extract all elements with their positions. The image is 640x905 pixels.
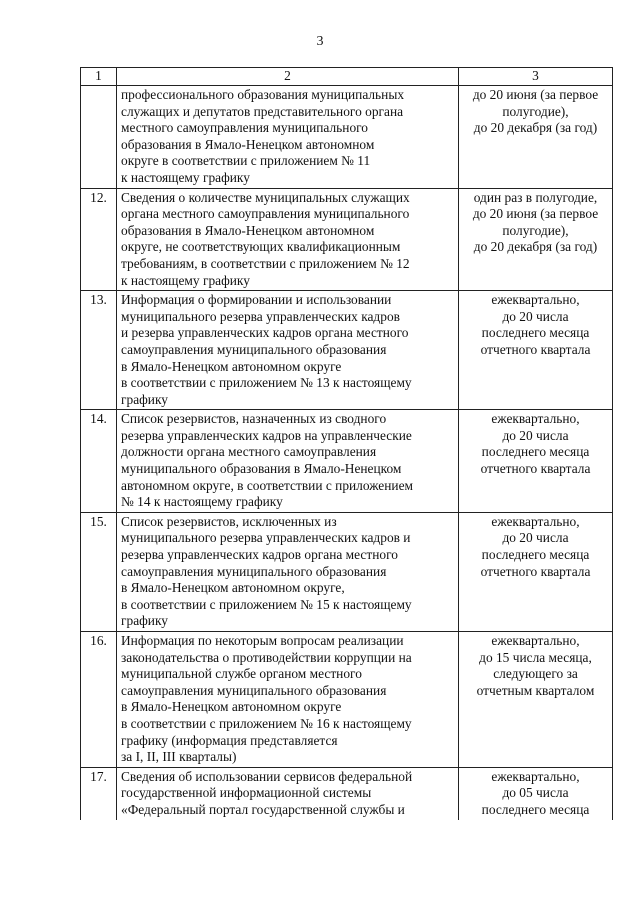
description-line: автономном округе, в соответствии с приложением bbox=[121, 477, 413, 493]
row-deadline bbox=[459, 86, 613, 189]
description-line: образования в Ямало-Ненецком автономном bbox=[121, 222, 375, 238]
description-line: в Ямало-Ненецком автономном округе bbox=[121, 358, 342, 374]
description-line: Сведения о количестве муниципальных служащих bbox=[121, 189, 410, 205]
column-header-2: 2 bbox=[117, 68, 459, 86]
column-header-3: 3 bbox=[459, 68, 613, 86]
description-line: № 14 к настоящему графику bbox=[121, 494, 283, 510]
row-deadline bbox=[459, 632, 613, 768]
table-row bbox=[81, 767, 613, 819]
row-number: 17. bbox=[81, 767, 117, 819]
description-line: должности органа местного самоуправления bbox=[121, 444, 377, 460]
deadline-line: последнего месяца bbox=[481, 444, 590, 460]
row-number: 13. bbox=[81, 291, 117, 410]
deadline-line: до 05 числа bbox=[502, 785, 569, 801]
description-line: самоуправления муниципального образования bbox=[121, 563, 387, 579]
description-line: в Ямало-Ненецком автономном округе, bbox=[121, 580, 345, 596]
row-deadline bbox=[459, 512, 613, 631]
row-number bbox=[81, 86, 117, 189]
row-description bbox=[117, 632, 459, 768]
deadline-line: отчетного квартала bbox=[480, 461, 591, 477]
description-line: в соответствии с приложением № 15 к настоящему bbox=[121, 596, 412, 612]
table-row bbox=[81, 410, 613, 513]
table-row bbox=[81, 291, 613, 410]
description-line: Сведения об использовании сервисов федеральной bbox=[121, 768, 413, 784]
deadline-line: до 20 июня (за первое bbox=[472, 206, 599, 222]
deadline-line: последнего месяца bbox=[481, 801, 590, 817]
description-line: органа местного самоуправления муниципального bbox=[121, 206, 410, 222]
description-line: служащих и депутатов представительного органа bbox=[121, 103, 404, 119]
row-number: 12. bbox=[81, 188, 117, 291]
description-line: графику bbox=[121, 391, 168, 407]
description-line: округе, не соответствующих квалификационным bbox=[121, 239, 401, 255]
description-line: законодательства о противодействии коррупции на bbox=[121, 649, 412, 665]
description-line: требованиям, в соответствии с приложением № 12 bbox=[121, 255, 410, 271]
table-row bbox=[81, 632, 613, 768]
description-line: в соответствии с приложением № 16 к настоящему bbox=[121, 715, 412, 731]
page-number: 3 bbox=[316, 34, 324, 49]
description-line: Список резервистов, назначенных из сводного bbox=[121, 411, 387, 427]
description-line: государственной информационной системы bbox=[121, 785, 372, 801]
description-line: за I, II, III кварталы) bbox=[121, 749, 237, 765]
description-line: Информация по некоторым вопросам реализации bbox=[121, 633, 404, 648]
description-line: муниципального резерва управленческих кадров и bbox=[121, 530, 411, 546]
description-line: муниципального образования в Ямало-Ненецком bbox=[121, 461, 402, 477]
description-line: резерва управленческих кадров органа местного bbox=[121, 547, 398, 563]
deadline-line: до 15 числа месяца, bbox=[479, 649, 592, 665]
deadline-line: ежеквартально, bbox=[491, 633, 580, 648]
description-line: графику bbox=[121, 613, 168, 629]
description-line: Информация о формировании и использовании bbox=[121, 292, 392, 308]
description-line: в Ямало-Ненецком автономном округе bbox=[121, 699, 342, 715]
row-number: 14. bbox=[81, 410, 117, 513]
table-header-row bbox=[81, 68, 613, 86]
row-description bbox=[117, 767, 459, 819]
description-line: самоуправления муниципального образования bbox=[121, 341, 387, 357]
deadline-line: ежеквартально, bbox=[491, 292, 580, 308]
description-line: графику (информация представляется bbox=[121, 732, 338, 748]
description-line: образования в Ямало-Ненецком автономном bbox=[121, 136, 375, 152]
deadline-line: ежеквартально, bbox=[491, 411, 580, 427]
deadline-line: полугодие), bbox=[502, 103, 569, 119]
deadline-line: до 20 декабря (за год) bbox=[473, 120, 598, 136]
table-row bbox=[81, 512, 613, 631]
description-line: к настоящему графику bbox=[121, 272, 250, 288]
row-deadline bbox=[459, 767, 613, 819]
deadline-line: один раз в полугодие, bbox=[473, 189, 598, 205]
description-line: «Федеральный портал государственной службы и bbox=[121, 801, 405, 817]
description-line: к настоящему графику bbox=[121, 169, 250, 185]
deadline-line: последнего месяца bbox=[481, 325, 590, 341]
deadline-line: до 20 декабря (за год) bbox=[473, 239, 598, 255]
row-description bbox=[117, 512, 459, 631]
schedule-table bbox=[80, 67, 613, 820]
description-line: и резерва управленческих кадров органа местного bbox=[121, 325, 409, 341]
description-line: в соответствии с приложением № 13 к настоящему bbox=[121, 375, 412, 391]
deadline-line: ежеквартально, bbox=[491, 768, 580, 784]
row-number: 15. bbox=[81, 512, 117, 631]
description-line: Список резервистов, исключенных из bbox=[121, 513, 337, 529]
description-line: профессионального образования муниципальных bbox=[121, 87, 405, 102]
description-line: муниципального резерва управленческих кадров bbox=[121, 308, 400, 324]
column-header-1: 1 bbox=[81, 68, 117, 86]
deadline-line: до 20 числа bbox=[502, 530, 569, 546]
description-line: самоуправления муниципального образования bbox=[121, 682, 387, 698]
description-line: местного самоуправления муниципального bbox=[121, 120, 368, 136]
deadline-line: до 20 числа bbox=[502, 427, 569, 443]
row-description bbox=[117, 86, 459, 189]
deadline-line: отчетного квартала bbox=[480, 563, 591, 579]
deadline-line: ежеквартально, bbox=[491, 513, 580, 529]
deadline-line: полугодие), bbox=[502, 222, 569, 238]
deadline-line: отчетным кварталом bbox=[476, 682, 595, 698]
row-deadline bbox=[459, 291, 613, 410]
deadline-line: до 20 числа bbox=[502, 308, 569, 324]
table-row bbox=[81, 86, 613, 189]
row-deadline bbox=[459, 188, 613, 291]
row-deadline bbox=[459, 410, 613, 513]
deadline-line: последнего месяца bbox=[481, 547, 590, 563]
description-line: муниципальной службе органом местного bbox=[121, 666, 362, 682]
row-description bbox=[117, 410, 459, 513]
row-description bbox=[117, 291, 459, 410]
deadline-line: отчетного квартала bbox=[480, 341, 591, 357]
description-line: резерва управленческих кадров на управленческие bbox=[121, 427, 412, 443]
deadline-line: следующего за bbox=[493, 666, 578, 682]
table-row bbox=[81, 188, 613, 291]
row-description bbox=[117, 188, 459, 291]
row-number: 16. bbox=[81, 632, 117, 768]
deadline-line: до 20 июня (за первое bbox=[472, 87, 599, 102]
description-line: округе в соответствии с приложением № 11 bbox=[121, 153, 371, 169]
